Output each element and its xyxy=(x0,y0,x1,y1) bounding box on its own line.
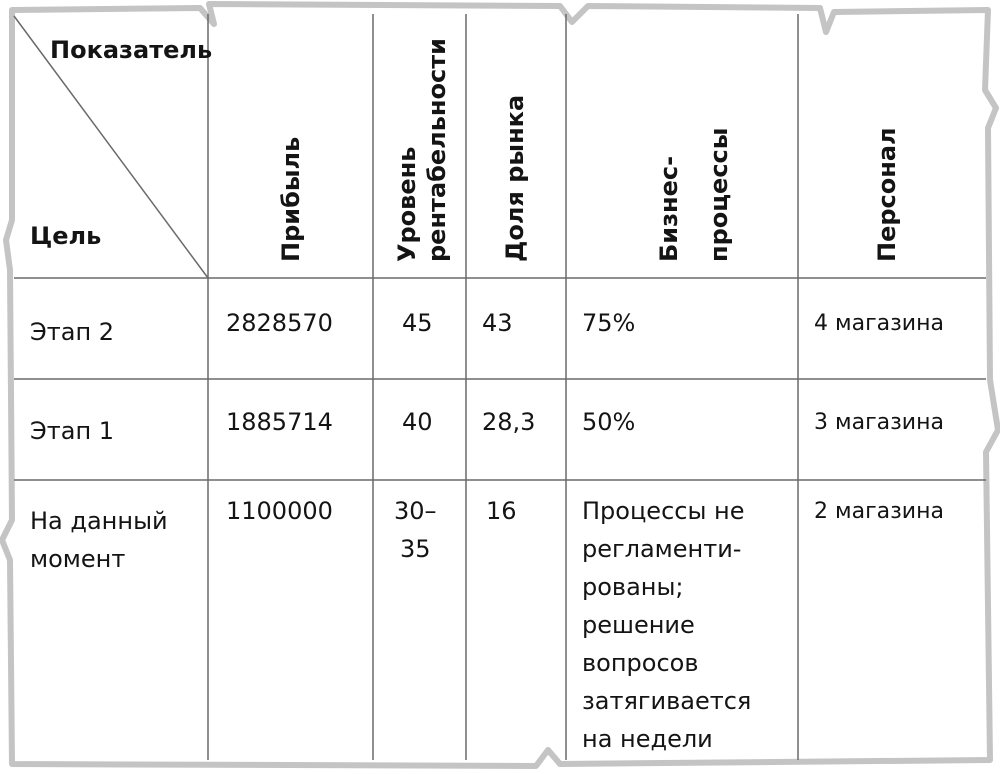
cell-business-processes: 50% xyxy=(582,408,636,436)
column-header-staff: Персонал xyxy=(873,127,901,262)
cell-goal: Этап 2 xyxy=(30,318,115,346)
cell-profitability: 45 xyxy=(402,309,433,337)
cell-market-share: 28,3 xyxy=(482,408,536,436)
column-header-business-processes: Бизнес- процессы xyxy=(655,127,733,262)
cell-profit: 2828570 xyxy=(226,309,333,337)
cell-business-processes: 75% xyxy=(582,309,636,337)
cell-profitability: 30– 35 xyxy=(394,497,437,563)
cell-business-processes: Процессы не регламенти- рованы; решение вопросов затягивается на недели xyxy=(582,497,752,753)
cell-goal: На данный момент xyxy=(30,507,168,573)
corner-label-indicator: Показатель xyxy=(50,36,213,64)
cell-market-share: 16 xyxy=(486,497,517,525)
cell-staff: 3 магазина xyxy=(814,410,944,435)
cell-profitability: 40 xyxy=(402,408,433,436)
column-header-market-share: Доля рынка xyxy=(501,94,529,262)
cell-profit: 1885714 xyxy=(226,408,333,436)
cell-staff: 4 магазина xyxy=(814,311,944,336)
cell-staff: 2 магазина xyxy=(814,499,944,524)
column-header-profitability: Уровень рентабельности xyxy=(393,38,451,262)
cell-goal: Этап 1 xyxy=(30,417,115,445)
corner-label-goal: Цель xyxy=(30,222,102,250)
cell-profit: 1100000 xyxy=(226,497,333,525)
column-header-profit: Прибыль xyxy=(277,136,305,262)
cell-market-share: 43 xyxy=(482,309,513,337)
